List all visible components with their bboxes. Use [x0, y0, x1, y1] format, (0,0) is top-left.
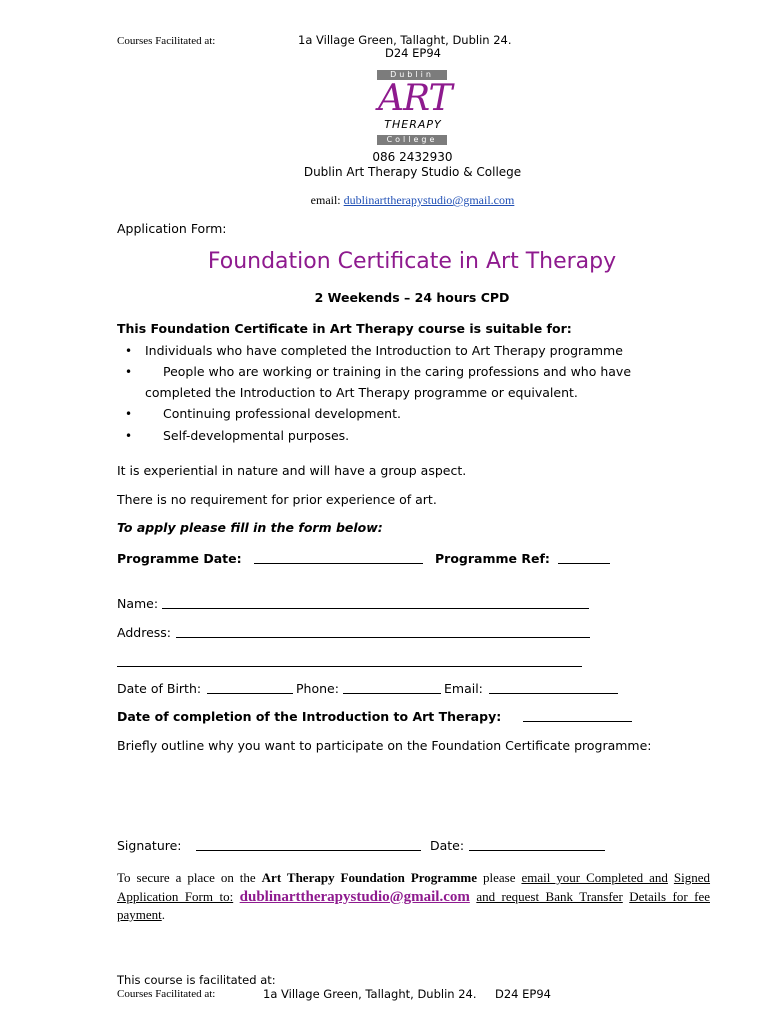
bullet-item: Self-developmental purposes.	[163, 428, 350, 443]
bullet-item: Individuals who have completed the Introduction to Art Therapy programme	[145, 343, 623, 358]
programme-ref-label: Programme Ref:	[435, 551, 550, 566]
secure-underlined1: email your Completed and	[521, 870, 668, 885]
org-name: Dublin Art Therapy Studio & College	[303, 165, 522, 179]
address-field-line2[interactable]	[117, 666, 582, 667]
bullet-icon: •	[125, 429, 133, 443]
outline-label: Briefly outline why you want to participate on the Foundation Certificate programme:	[117, 738, 652, 753]
date-label: Date:	[430, 838, 465, 853]
email-field-label: Email:	[444, 681, 483, 696]
address-label: Address:	[117, 625, 171, 640]
completion-label: Date of completion of the Introduction to Art Therapy:	[117, 709, 502, 724]
email-link[interactable]: dublinarttherapystudio@gmail.com	[343, 193, 515, 207]
header-address-line1: 1a Village Green, Tallaght, Dublin 24.	[298, 33, 512, 47]
phone-number: 086 2432930	[372, 150, 453, 164]
footer-courses-label: Courses Facilitated at:	[117, 988, 216, 1000]
email-line	[200, 193, 625, 208]
secure-paragraph	[117, 869, 710, 925]
bullet-item: People who are working or training in the caring professions and who have	[163, 364, 632, 379]
programme-date-label: Programme Date:	[117, 551, 242, 566]
footer-eircode: D24 EP94	[495, 987, 551, 1001]
suitable-heading: This Foundation Certificate in Art Therapy course is suitable for:	[117, 321, 572, 336]
courses-facilitated-label: Courses Facilitated at:	[117, 35, 216, 47]
signature-field[interactable]	[196, 850, 421, 851]
phone-label: Phone:	[296, 681, 339, 696]
apply-instruction: To apply please fill in the form below:	[117, 520, 383, 535]
footer-facilitated: This course is facilitated at:	[117, 973, 276, 987]
bullet-icon: •	[125, 344, 133, 358]
bullet-icon: •	[125, 407, 133, 421]
name-field[interactable]	[162, 608, 589, 609]
logo-art-text: ART	[378, 78, 452, 119]
experiential-text: It is experiential in nature and will have a group aspect.	[117, 463, 467, 478]
secure-part2: please	[482, 870, 516, 885]
secure-email-link[interactable]: dublinarttherapystudio@gmail.com	[239, 888, 470, 905]
logo-top-bar: Dublin	[377, 70, 447, 80]
phone-field[interactable]	[343, 693, 441, 694]
header-address-line2: D24 EP94	[385, 46, 441, 60]
name-label: Name:	[117, 596, 159, 611]
no-requirement-text: There is no requirement for prior experience of art.	[117, 492, 437, 507]
dob-field[interactable]	[207, 693, 293, 694]
outline-answer-area[interactable]	[117, 756, 707, 826]
footer-address: 1a Village Green, Tallaght, Dublin 24.	[263, 987, 477, 1001]
signature-label: Signature:	[117, 838, 182, 853]
programme-ref-field[interactable]	[558, 563, 610, 564]
secure-period: .	[161, 907, 166, 922]
logo-therapy-text: THERAPY	[384, 118, 442, 131]
bullet-item: Continuing professional development.	[163, 406, 401, 421]
programme-date-field[interactable]	[254, 563, 423, 564]
email-label: email:	[310, 193, 341, 207]
secure-underlined3: and request Bank Transfer	[476, 888, 623, 904]
secure-underlined4: Details for fee payment	[117, 888, 710, 922]
address-field-line1[interactable]	[176, 637, 590, 638]
date-field[interactable]	[469, 850, 605, 851]
completion-date-field[interactable]	[523, 721, 632, 722]
secure-programme-name: Art Therapy Foundation Programme	[261, 870, 477, 885]
form-subtitle: 2 Weekends – 24 hours CPD	[314, 290, 510, 305]
form-title: Foundation Certificate in Art Therapy	[207, 249, 617, 274]
email-field[interactable]	[489, 693, 618, 694]
logo-bottom-bar: College	[377, 135, 447, 145]
application-form-label: Application Form:	[117, 221, 227, 236]
bullet-icon: •	[125, 365, 133, 379]
secure-part1: To secure a place on the	[117, 870, 256, 885]
secure-underlined2: Signed Application Form to:	[117, 870, 711, 904]
dob-label: Date of Birth:	[117, 681, 202, 696]
bullet-item-continued: completed the Introduction to Art Therapy programme or equivalent.	[145, 385, 578, 400]
